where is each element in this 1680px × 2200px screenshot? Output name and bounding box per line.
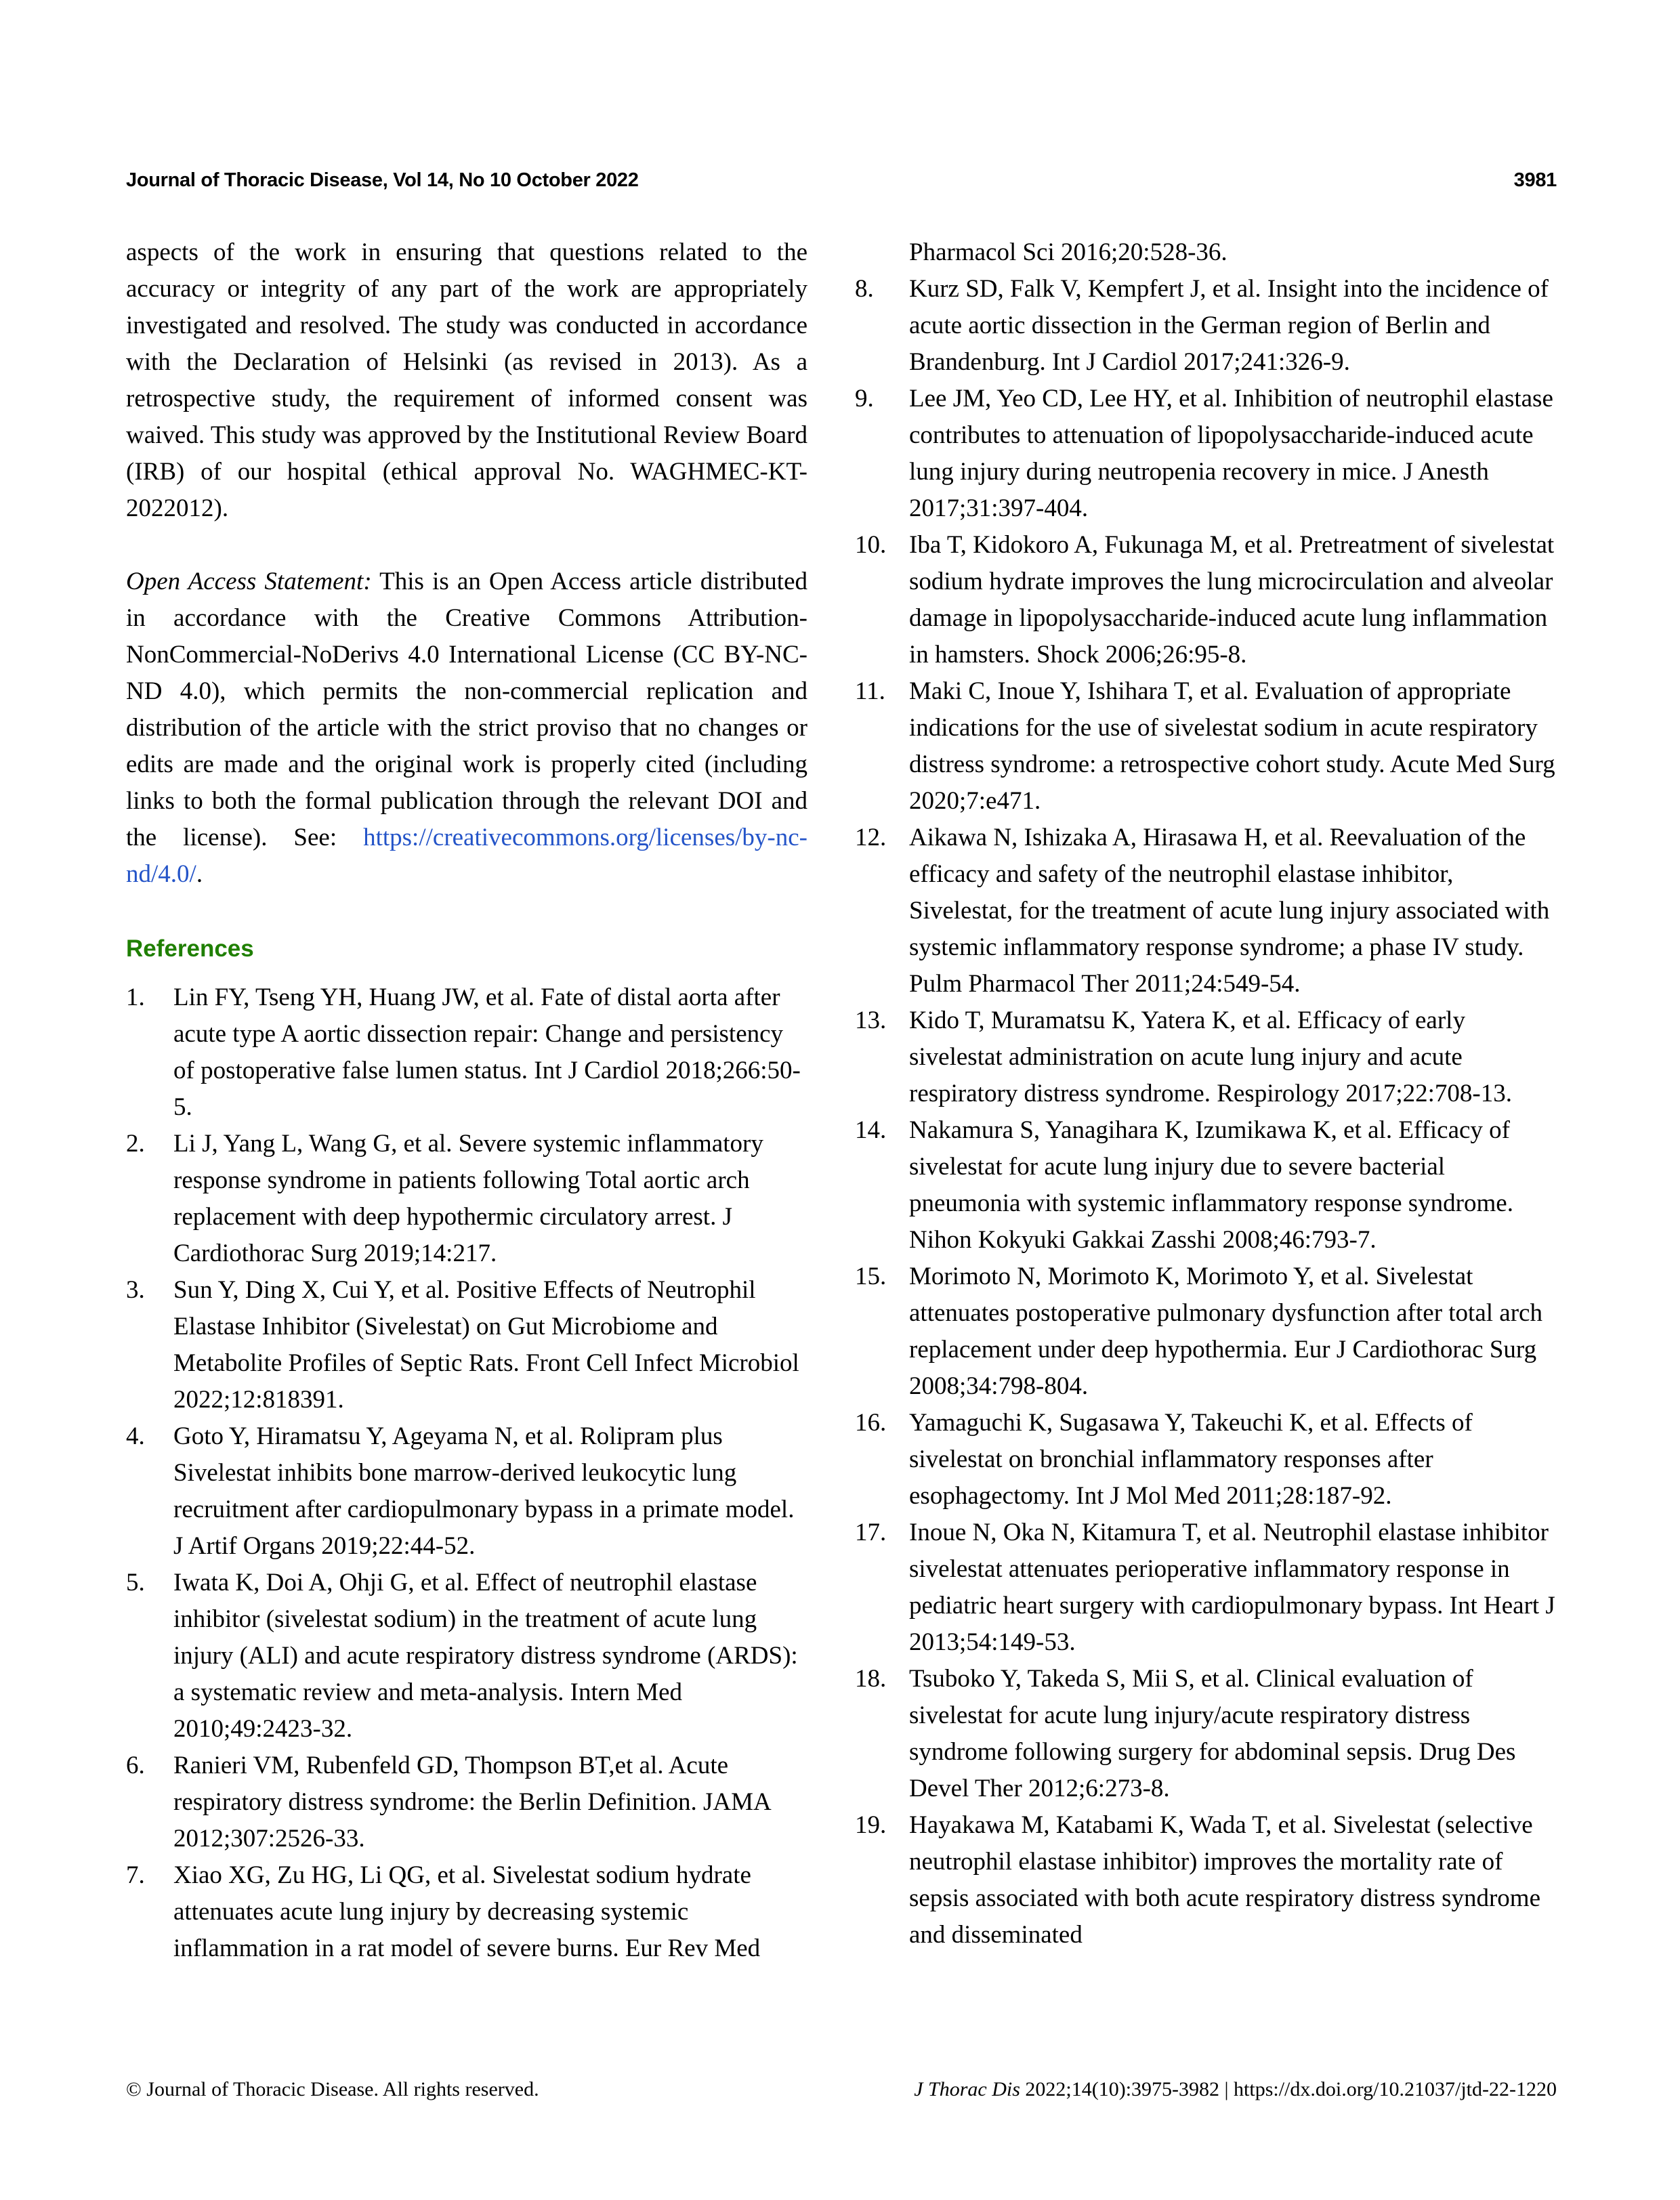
reference-number: 19. <box>855 1811 887 1839</box>
reference-item <box>126 1126 807 1272</box>
reference-number: 18. <box>855 1665 887 1693</box>
reference-number: 2. <box>126 1130 145 1158</box>
reference-number: 9. <box>855 385 874 412</box>
reference-number: 11. <box>855 677 885 705</box>
reference-continuation: Pharmacol Sci 2016;20:528-36. <box>909 238 1227 266</box>
reference-number: 17. <box>855 1519 887 1546</box>
reference-number: 12. <box>855 824 887 851</box>
reference-text: Kido T, Muramatsu K, Yatera K, et al. Efficacy of early sivelestat administration on acute lung injury and acute respiratory distress syndrome. Respirology 2017;22:708-13. <box>909 1007 1512 1107</box>
reference-item <box>855 1807 1559 1953</box>
reference-item <box>855 1002 1559 1112</box>
reference-text: Iwata K, Doi A, Ohji G, et al. Effect of neutrophil elastase inhibitor (sivelestat sodium) in the treatment of acute lung injury (ALI) and acute respiratory distress syndrome (ARDS): a systematic review and meta-analysis. Intern Med 2010;49:2423-32. <box>173 1569 798 1743</box>
reference-item <box>855 1258 1559 1405</box>
reference-list-right <box>855 271 1559 1953</box>
reference-text: Lee JM, Yeo CD, Lee HY, et al. Inhibition of neutrophil elastase contributes to attenuation of lipopolysaccharide-induced acute lung injury during neutropenia recovery in mice. J Anesth 2017;31:397-404. <box>909 385 1553 522</box>
open-access-text: This is an Open Access article distributed in accordance with the Creative Commons Attribution-NonCommercial-NoDerivs 4.0 International License (CC BY-NC-ND 4.0), which permits the non-commercial replication and distribution of the article with the strict proviso that no changes or edits are made and the original work is properly cited (including links to both the formal publication through the relevant DOI and the license). See: <box>126 568 807 851</box>
reference-number: 5. <box>126 1569 145 1596</box>
page-number: 3981 <box>1513 169 1557 191</box>
reference-number: 13. <box>855 1007 887 1034</box>
reference-item <box>855 381 1559 527</box>
reference-text: Ranieri VM, Rubenfeld GD, Thompson BT,et al. Acute respiratory distress syndrome: the Berlin Definition. JAMA 2012;307:2526-33. <box>173 1752 770 1853</box>
reference-item <box>855 820 1559 1002</box>
reference-number: 3. <box>126 1276 145 1304</box>
reference-text: Xiao XG, Zu HG, Li QG, et al. Sivelestat sodium hydrate attenuates acute lung injury by decreasing systemic inflammation in a rat model of severe burns. Eur Rev Med <box>173 1861 761 1962</box>
running-header <box>126 165 1557 195</box>
copyright-notice: © Journal of Thoracic Disease. All rights reserved. <box>126 2078 539 2100</box>
reference-text: Goto Y, Hiramatsu Y, Ageyama N, et al. Rolipram plus Sivelestat inhibits bone marrow-derived leukocytic lung recruitment after cardiopulmonary bypass in a primate model. J Artif Organs 2019;22:44-52. <box>173 1422 795 1560</box>
reference-item <box>126 1565 807 1748</box>
journal-abbreviation: J Thorac Dis <box>914 2078 1020 2100</box>
reference-list-left <box>126 979 807 1967</box>
license-link[interactable]: https://creativecommons.org/licenses/by-nc-nd/4.0/ <box>126 824 807 888</box>
open-access-statement <box>126 564 807 893</box>
page-footer <box>126 2078 1557 2101</box>
reference-text: Hayakawa M, Katabami K, Wada T, et al. Sivelestat (selective neutrophil elastase inhibitor) improves the mortality rate of sepsis associated with both acute respiratory distress syndrome and disseminated <box>909 1811 1540 1949</box>
reference-number: 16. <box>855 1409 887 1437</box>
reference-item <box>126 979 807 1126</box>
reference-text: Morimoto N, Morimoto K, Morimoto Y, et al. Sivelestat attenuates postoperative pulmonary dysfunction after total arch replacement under deep hypothermia. Eur J Cardiothorac Surg 2008;34:798-804. <box>909 1263 1542 1400</box>
right-column <box>855 234 1559 1953</box>
reference-text: Lin FY, Tseng YH, Huang JW, et al. Fate of distal aorta after acute type A aortic dissection repair: Change and persistency of postoperative false lumen status. Int J Cardiol 2018;266:50-5. <box>173 983 801 1121</box>
reference-text: Nakamura S, Yanagihara K, Izumikawa K, et al. Efficacy of sivelestat for acute lung injury due to severe bacterial pneumonia with systemic inflammatory response syndrome. Nihon Kokyuki Gakkai Zasshi 2008;46:793-7. <box>909 1116 1513 1254</box>
reference-item <box>126 1748 807 1857</box>
references-heading: References <box>126 935 254 962</box>
reference-text: Yamaguchi K, Sugasawa Y, Takeuchi K, et al. Effects of sivelestat on bronchial inflammatory responses after esophagectomy. Int J Mol Med 2011;28:187-92. <box>909 1409 1473 1510</box>
open-access-label: Open Access Statement: <box>126 568 372 595</box>
reference-item <box>855 1112 1559 1258</box>
citation-line <box>914 2078 1557 2101</box>
reference-text: Kurz SD, Falk V, Kempfert J, et al. Insight into the incidence of acute aortic dissection in the German region of Berlin and Brandenburg. Int J Cardiol 2017;241:326-9. <box>909 275 1549 376</box>
reference-number: 8. <box>855 275 874 303</box>
citation-doi: 2022;14(10):3975-3982 | https://dx.doi.org/10.21037/jtd-22-1220 <box>1020 2078 1557 2100</box>
reference-number: 15. <box>855 1263 887 1290</box>
reference-item <box>855 1661 1559 1807</box>
reference-number: 14. <box>855 1116 887 1144</box>
reference-item <box>126 1272 807 1418</box>
reference-text: Tsuboko Y, Takeda S, Mii S, et al. Clinical evaluation of sivelestat for acute lung injury/acute respiratory distress syndrome following surgery for abdominal sepsis. Drug Des Devel Ther 2012;6:273-8. <box>909 1665 1516 1802</box>
reference-item <box>855 271 1559 381</box>
reference-text: Li J, Yang L, Wang G, et al. Severe systemic inflammatory response syndrome in patients following Total aortic arch replacement with deep hypothermic circulatory arrest. J Cardiothorac Surg 2019;14:217. <box>173 1130 763 1267</box>
reference-item <box>126 1418 807 1565</box>
reference-text: Aikawa N, Ishizaka A, Hirasawa H, et al. Reevaluation of the efficacy and safety of the neutrophil elastase inhibitor, Sivelestat, for the treatment of acute lung injury associated with systemic inflammatory response syndrome; a phase IV study. Pulm Pharmacol Ther 2011;24:549-54. <box>909 824 1550 998</box>
left-column <box>126 234 807 1967</box>
reference-item <box>855 673 1559 820</box>
reference-item <box>855 1515 1559 1661</box>
ethics-statement: aspects of the work in ensuring that questions related to the accuracy or integrity of any part of the work are appropriately investigated and resolved. The study was conducted in accordance with the Declaration of Helsinki (as revised in 2013). As a retrospective study, the requirement of informed consent was waived. This study was approved by the Institutional Review Board (IRB) of our hospital (ethical approval No. WAGHMEC-KT-2022012). <box>126 238 807 522</box>
reference-text: Maki C, Inoue Y, Ishihara T, et al. Evaluation of appropriate indications for the use of sivelestat sodium in acute respiratory distress syndrome: a retrospective cohort study. Acute Med Surg 2020;7:e471. <box>909 677 1555 815</box>
reference-text: Sun Y, Ding X, Cui Y, et al. Positive Effects of Neutrophil Elastase Inhibitor (Sivelestat) on Gut Microbiome and Metabolite Profiles of Septic Rats. Front Cell Infect Microbiol 2022;12:818391. <box>173 1276 799 1414</box>
reference-item <box>855 1405 1559 1515</box>
reference-number: 1. <box>126 983 145 1011</box>
reference-number: 6. <box>126 1752 145 1779</box>
reference-text: Inoue N, Oka N, Kitamura T, et al. Neutrophil elastase inhibitor sivelestat attenuates perioperative inflammatory response in pediatric heart surgery with cardiopulmonary bypass. Int Heart J 2013;54:149-53. <box>909 1519 1555 1656</box>
reference-text: Iba T, Kidokoro A, Fukunaga M, et al. Pretreatment of sivelestat sodium hydrate improves the lung microcirculation and alveolar damage in lipopolysaccharide-induced acute lung inflammation in hamsters. Shock 2006;26:95-8. <box>909 531 1555 669</box>
reference-number: 4. <box>126 1422 145 1450</box>
reference-item <box>126 1857 807 1967</box>
reference-item <box>855 527 1559 673</box>
reference-number: 7. <box>126 1861 145 1889</box>
journal-issue-title: Journal of Thoracic Disease, Vol 14, No 10 October 2022 <box>126 169 639 191</box>
open-access-trailing: . <box>196 860 203 888</box>
reference-number: 10. <box>855 531 887 559</box>
